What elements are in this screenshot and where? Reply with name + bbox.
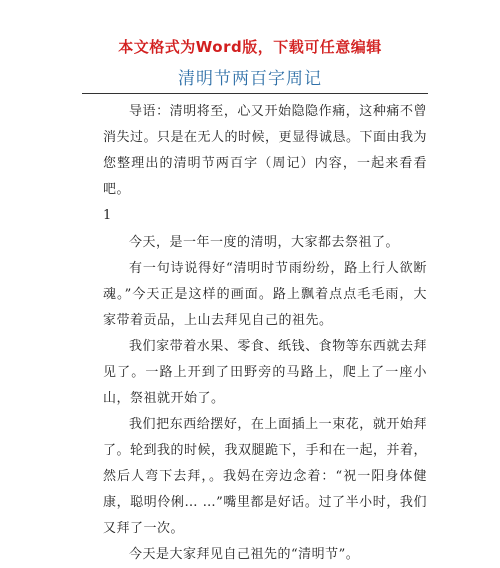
section-number: 1 xyxy=(103,208,112,223)
body-paragraph-5: 今天是大家拜见自己祖先的“清明节”。 xyxy=(129,547,360,562)
body-paragraph-1: 今天，是一年一度的清明，大家都去祭祖了。 xyxy=(129,235,400,250)
format-banner: 本文格式为Word版，下载可任意编辑 xyxy=(118,38,382,56)
body-paragraph-2: 有一句诗说得好“清明时节雨纷纷，路上行人欲断魂。”今天正是这样的画面。路上飘着点点毛毛雨，大家带着贡品，上山去拜见自己的祖先。 xyxy=(103,261,427,328)
document-title: 清明节两百字周记 xyxy=(178,69,322,89)
title-divider xyxy=(82,93,428,94)
intro-paragraph: 导语：清明将至，心又开始隐隐作痛，这种痛不曾消失过。只是在无人的时候，更显得诚恳。下面由我为您整理出的清明节两百字（周记）内容，一起来看看吧。 xyxy=(103,104,428,197)
body-paragraph-4: 我们把东西给摆好，在上面插上一束花，就开始拜了。轮到我的时候，我双腿跪下，手和在一起，并着，然后人弯下去拜，。我妈在旁边念着：“祝一阳身体健康，聪明伶俐… …”嘴里都是好话。过了半小时，我们又拜了一次。 xyxy=(103,417,428,536)
body-paragraph-3: 我们家带着水果、零食、纸钱、食物等东西就去拜见了。一路上开到了田野旁的马路上，爬上了一座小山，祭祖就开始了。 xyxy=(103,339,427,406)
